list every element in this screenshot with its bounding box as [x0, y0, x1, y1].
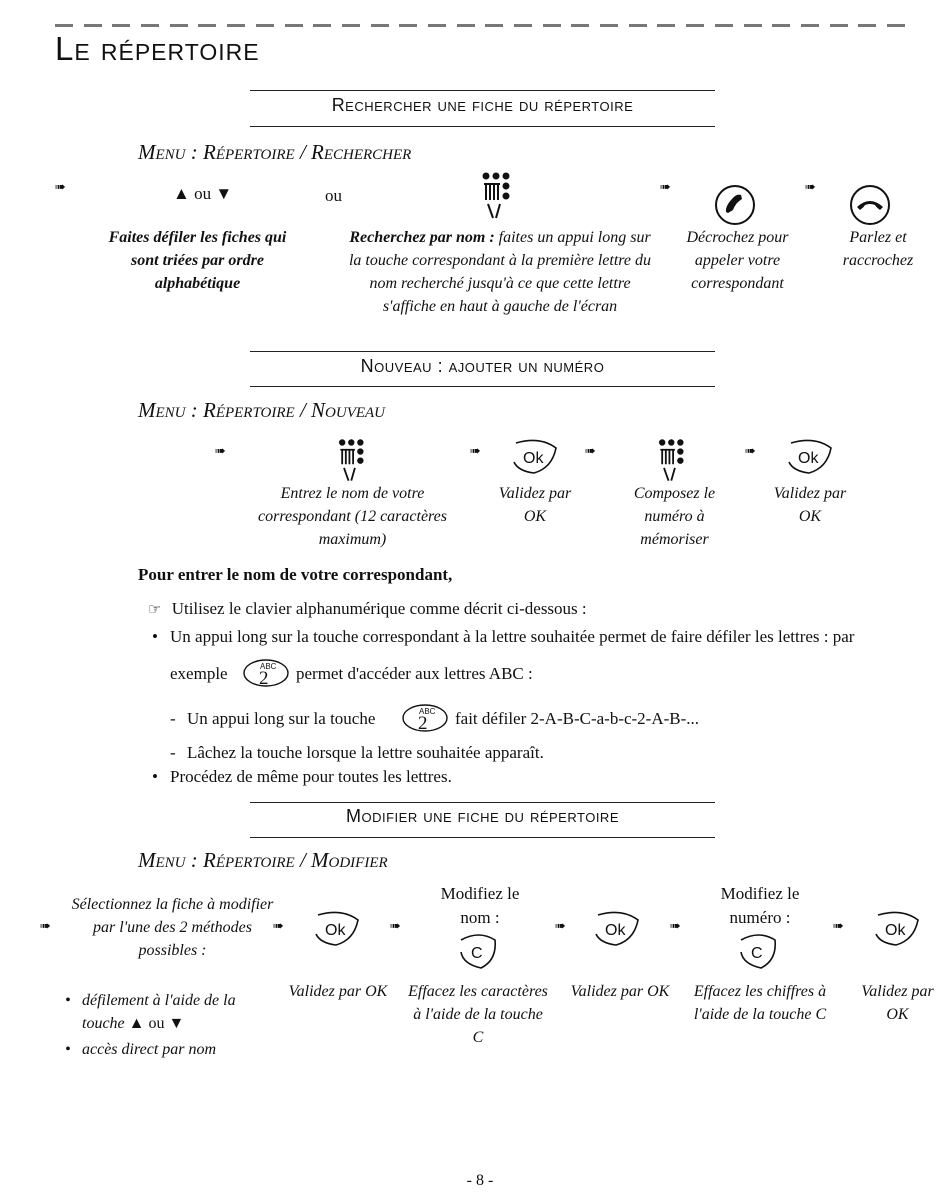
arrow-icon: ➠: [470, 444, 481, 459]
page-number: - 8 -: [466, 1172, 494, 1189]
svg-text:Ok: Ok: [605, 922, 626, 939]
page-title: Le répertoire: [55, 30, 260, 67]
ok-key-icon: [872, 910, 924, 950]
step-search-by-name: Recherchez par nom : faites un appui long sur la touche correspondant à la première lettre du nom recherché jusqu'à ce que cette lettre s'affiche en haut à gauche de l'écran: [348, 229, 651, 315]
bullet-icon: •: [65, 1041, 71, 1058]
step-erase-characters: Effacez les caractères à l'aide de la touche C: [408, 983, 548, 1046]
c-key-icon: [735, 932, 781, 972]
step-validate: Validez par OK: [570, 983, 670, 1000]
arrow-icon: ➠: [273, 919, 284, 934]
up-arrow-icon: ▲: [128, 1015, 145, 1032]
svg-text:ABC: ABC: [260, 662, 277, 671]
arrow-icon: ➠: [585, 444, 596, 459]
keypad-press-icon: [335, 437, 373, 487]
svg-text:C: C: [751, 945, 763, 962]
bullet-icon: •: [152, 627, 158, 646]
bullet-icon: •: [65, 992, 71, 1009]
c-key-icon: [455, 932, 501, 972]
svg-text:Ok: Ok: [325, 922, 346, 939]
svg-text:2: 2: [418, 713, 428, 734]
nav-keys: ▲ ou ▼: [173, 184, 233, 203]
key-2-icon: [241, 657, 291, 689]
step-scroll: Faites défiler les fiches qui sont triées par ordre alphabétique: [108, 229, 287, 292]
svg-text:Ok: Ok: [885, 922, 906, 939]
dash-icon: -: [170, 709, 176, 728]
step-compose-number: Composez le numéro à mémoriser: [633, 485, 716, 548]
step-validate: Validez par OK: [861, 983, 934, 1023]
step-enter-name: Entrez le nom de votre correspondant (12 caractères maximum): [258, 485, 447, 548]
arrow-icon: ➠: [40, 919, 51, 934]
svg-text:ABC: ABC: [419, 707, 436, 716]
menu-path-modify: Menu : Répertoire / Modifier: [138, 848, 388, 872]
step-talk: Parlez et raccrochez: [842, 229, 914, 269]
ok-key-icon: [785, 438, 837, 478]
ok-key-icon: [510, 438, 562, 478]
dash-icon: -: [170, 743, 176, 762]
arrow-icon: ➠: [833, 919, 844, 934]
arrow-icon: ➠: [555, 919, 566, 934]
step-select-entry: Sélectionnez la fiche à modifier par l'une des 2 méthodes possibles :: [71, 896, 274, 959]
list-item: défilement à l'aide de la touche ▲ ou ▼: [82, 992, 236, 1032]
down-arrow-icon: ▼: [215, 184, 233, 203]
list-item: accès direct par nom: [82, 1041, 217, 1058]
svg-text:2: 2: [259, 668, 269, 689]
step-pickup: Décrochez pour appeler votre correspondant: [686, 229, 789, 292]
ok-key-icon: [592, 910, 644, 950]
step-erase-digits: Effacez les chiffres à l'aide de la touche C: [693, 983, 827, 1023]
menu-path-new: Menu : Répertoire / Nouveau: [138, 398, 386, 422]
step-validate: Validez par OK: [773, 485, 847, 525]
instruction-intro: ☞ Utilisez le clavier alphanumérique comme décrit ci-dessous :: [148, 599, 587, 618]
arrow-icon: ➠: [55, 180, 66, 195]
bullet-icon: •: [152, 767, 158, 786]
pointing-hand-icon: ☞: [148, 600, 162, 618]
step-modify-number: Modifiez le numéro :: [720, 884, 800, 927]
svg-text:Ok: Ok: [523, 450, 544, 467]
arrow-icon: ➠: [660, 180, 671, 195]
step-validate: Validez par OK: [288, 983, 388, 1000]
list-item: Procédez de même pour toutes les lettres.: [170, 767, 452, 786]
keypad-press-icon: [655, 437, 693, 487]
menu-path-search: Menu : Répertoire / Rechercher: [138, 140, 412, 164]
list-item: Un appui long sur la touche correspondant à la lettre souhaitée permet de faire défiler les lettres : par: [170, 627, 855, 646]
keypad-press-icon: [480, 170, 518, 225]
section-title-search: Rechercher une fiche du répertoire: [331, 95, 634, 115]
call-button-icon: [713, 183, 757, 227]
ok-key-icon: [312, 910, 364, 950]
step-modify-name: Modifiez le nom :: [440, 884, 520, 927]
arrow-icon: ➠: [215, 444, 226, 459]
section-title-modify: Modifier une fiche du répertoire: [346, 806, 619, 826]
step-validate: Validez par OK: [498, 485, 572, 525]
svg-text:C: C: [471, 945, 483, 962]
arrow-icon: ➠: [390, 919, 401, 934]
arrow-icon: ➠: [745, 444, 756, 459]
header-decoration: [55, 20, 905, 30]
key-2-icon: [400, 702, 450, 734]
down-arrow-icon: ▼: [168, 1015, 185, 1032]
subheading-enter-name: Pour entrer le nom de votre correspondant,: [138, 565, 453, 584]
arrow-icon: ➠: [670, 919, 681, 934]
hangup-button-icon: [848, 183, 892, 227]
arrow-icon: ➠: [805, 180, 816, 195]
up-arrow-icon: ▲: [173, 184, 190, 203]
section-title-new: Nouveau : ajouter un numéro: [360, 356, 605, 376]
svg-text:Ok: Ok: [798, 450, 819, 467]
list-item: Lâchez la touche lorsque la lettre souhaitée apparaît.: [187, 743, 544, 762]
